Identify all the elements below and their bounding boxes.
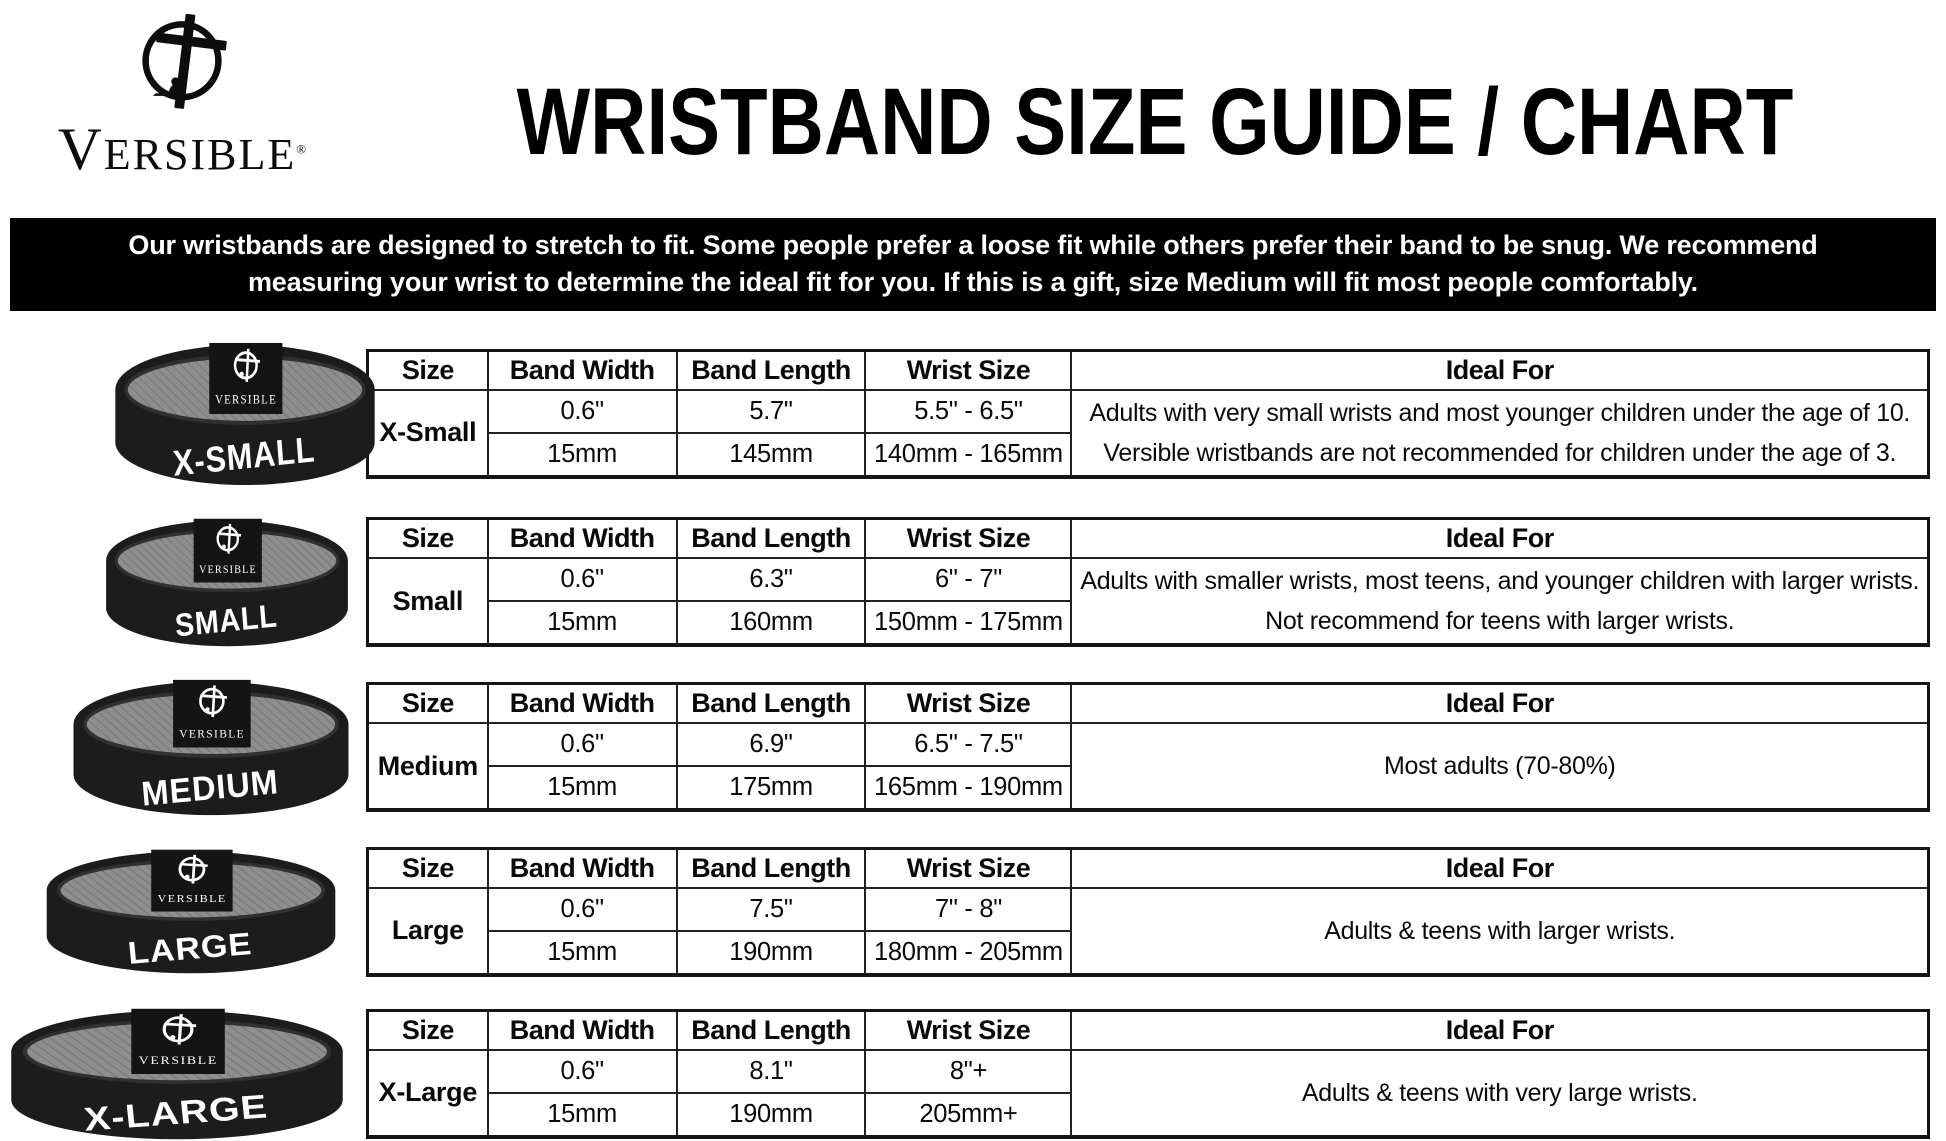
tag-brand-text: VERSIBLE [215,392,277,407]
xsmall-size-table [366,349,1930,479]
band-size-label: X-SMALL [171,429,317,484]
header-row [368,684,1929,724]
band-width-header-cell: Band Width [488,519,677,559]
xlarge-table-wrap [366,1009,1930,1139]
wrist-size-in-cell: 6" - 7" [865,558,1071,601]
band-length-mm-cell: 145mm [677,433,866,477]
band-length-in-cell: 7.5" [677,888,866,931]
tag-figure-icon [222,544,226,548]
band-width-mm-cell: 15mm [488,433,677,477]
size-section-small [0,517,1946,648]
ideal-for-header-cell: Ideal For [1071,848,1928,888]
size-cell: Large [368,888,488,975]
band-length-in-cell: 8.1" [677,1050,866,1093]
inches-row [368,723,1929,766]
band-width-header-cell: Band Width [488,1010,677,1050]
wristband-icon [70,678,352,817]
band-length-header-cell: Band Length [677,848,866,888]
band-size-label: LARGE [126,925,254,971]
wristband-image-xsmall [0,341,366,487]
wristband-icon [7,1007,347,1141]
header-row [368,350,1929,390]
header-row [368,1010,1929,1050]
tag-figure-icon [170,1035,175,1039]
ideal-for-cell: Adults & teens with very large wrists. [1071,1050,1928,1137]
ideal-for-cell: Adults & teens with larger wrists. [1071,888,1928,975]
band-width-header-cell: Band Width [488,350,677,390]
medium-size-table [366,682,1930,812]
wrist-size-mm-cell: 180mm - 205mm [865,931,1071,975]
small-size-table [366,517,1930,647]
wristband-image-small [0,517,366,648]
wrist-size-mm-cell: 140mm - 165mm [865,433,1071,477]
band-length-header-cell: Band Length [677,1010,866,1050]
band-length-header-cell: Band Length [677,350,866,390]
wrist-size-header-cell: Wrist Size [865,1010,1071,1050]
brand-wordmark [57,116,307,183]
size-header-cell: Size [368,350,488,390]
wrist-size-header-cell: Wrist Size [865,519,1071,559]
ideal-for-header-cell: Ideal For [1071,350,1928,390]
size-cell: X-Small [368,390,488,477]
registered-mark: ® [296,141,307,157]
band-length-mm-cell: 190mm [677,1093,866,1137]
wristband-icon [112,341,378,487]
band-width-in-cell: 0.6" [488,888,677,931]
wrist-size-in-cell: 5.5" - 6.5" [865,390,1071,433]
wrist-size-header-cell: Wrist Size [865,350,1071,390]
band-length-in-cell: 6.9" [677,723,866,766]
tag-brand-text: VERSIBLE [157,893,227,906]
inches-row [368,888,1929,931]
wristband-icon [43,848,339,975]
ideal-for-header-cell: Ideal For [1071,1010,1928,1050]
size-cell: Small [368,558,488,645]
band-width-mm-cell: 15mm [488,1093,677,1137]
band-width-in-cell: 0.6" [488,558,677,601]
wristband-icon [103,517,351,648]
wrist-size-header-cell: Wrist Size [865,848,1071,888]
band-length-in-cell: 6.3" [677,558,866,601]
wrist-size-mm-cell: 165mm - 190mm [865,766,1071,810]
band-width-mm-cell: 15mm [488,766,677,810]
small-table-wrap [366,517,1930,647]
ideal-for-cell: Most adults (70-80%) [1071,723,1928,810]
band-size-label: X-LARGE [82,1086,270,1138]
large-table-wrap [366,847,1930,977]
tag-brand-text: VERSIBLE [199,562,257,576]
tag-figure-icon [205,707,209,712]
band-size-label: MEDIUM [140,762,281,814]
header-row [368,519,1929,559]
band-width-in-cell: 0.6" [488,1050,677,1093]
wrist-size-mm-cell: 205mm+ [865,1093,1071,1137]
xlarge-size-table [366,1009,1930,1139]
inches-row [368,558,1929,601]
band-length-mm-cell: 160mm [677,601,866,645]
page-title: WRISTBAND SIZE GUIDE / CHART [516,68,1794,175]
ideal-for-header-cell: Ideal For [1071,684,1928,724]
ideal-for-header-cell: Ideal For [1071,519,1928,559]
wristband-image-xlarge [0,1007,366,1141]
size-header-cell: Size [368,684,488,724]
wrist-size-header-cell: Wrist Size [865,684,1071,724]
header [0,0,1946,210]
ideal-for-cell: Adults with very small wrists and most younger children under the age of 10. Versible wristbands are not recommended for children under the age of 3. [1071,390,1928,477]
tag-brand-text: VERSIBLE [179,726,245,740]
cross-circle-logo-icon [101,14,263,118]
size-cell: X-Large [368,1050,488,1137]
medium-table-wrap [366,682,1930,812]
large-size-table [366,847,1930,977]
band-length-mm-cell: 175mm [677,766,866,810]
size-section-medium [0,678,1946,817]
band-width-in-cell: 0.6" [488,390,677,433]
band-width-mm-cell: 15mm [488,601,677,645]
band-length-in-cell: 5.7" [677,390,866,433]
size-header-cell: Size [368,519,488,559]
band-length-mm-cell: 190mm [677,931,866,975]
size-section-xlarge [0,1007,1946,1141]
wrist-size-in-cell: 8"+ [865,1050,1071,1093]
size-cell: Medium [368,723,488,810]
tag-brand-text: VERSIBLE [138,1053,218,1067]
band-width-header-cell: Band Width [488,848,677,888]
wrist-size-in-cell: 6.5" - 7.5" [865,723,1071,766]
wristband-image-large [0,848,366,975]
inches-row [368,390,1929,433]
size-section-xsmall [0,341,1946,487]
ideal-for-cell: Adults with smaller wrists, most teens, and younger children with larger wrists. Not recommend for teens with larger wrists. [1071,558,1928,645]
size-section-large [0,847,1946,977]
band-length-header-cell: Band Length [677,684,866,724]
band-width-in-cell: 0.6" [488,723,677,766]
tag-figure-icon [185,875,190,879]
header-row [368,848,1929,888]
brand-name: VERSIBLE [57,116,297,183]
brand-logo [0,0,364,210]
band-length-header-cell: Band Length [677,519,866,559]
wrist-size-in-cell: 7" - 8" [865,888,1071,931]
tag-figure-icon [240,371,244,376]
intro-banner: Our wristbands are designed to stretch to fit. Some people prefer a loose fit while others prefer their band to be snug. We recommend measuring your wrist to determine the ideal fit for you. If this is a gift, size Medium will fit most people comfortably. [10,218,1936,311]
wristband-image-medium [0,678,366,817]
band-width-mm-cell: 15mm [488,931,677,975]
size-header-cell: Size [368,848,488,888]
wrist-size-mm-cell: 150mm - 175mm [865,601,1071,645]
inches-row [368,1050,1929,1093]
size-header-cell: Size [368,1010,488,1050]
xsmall-table-wrap [366,349,1930,479]
band-size-label: SMALL [173,597,279,644]
band-width-header-cell: Band Width [488,684,677,724]
